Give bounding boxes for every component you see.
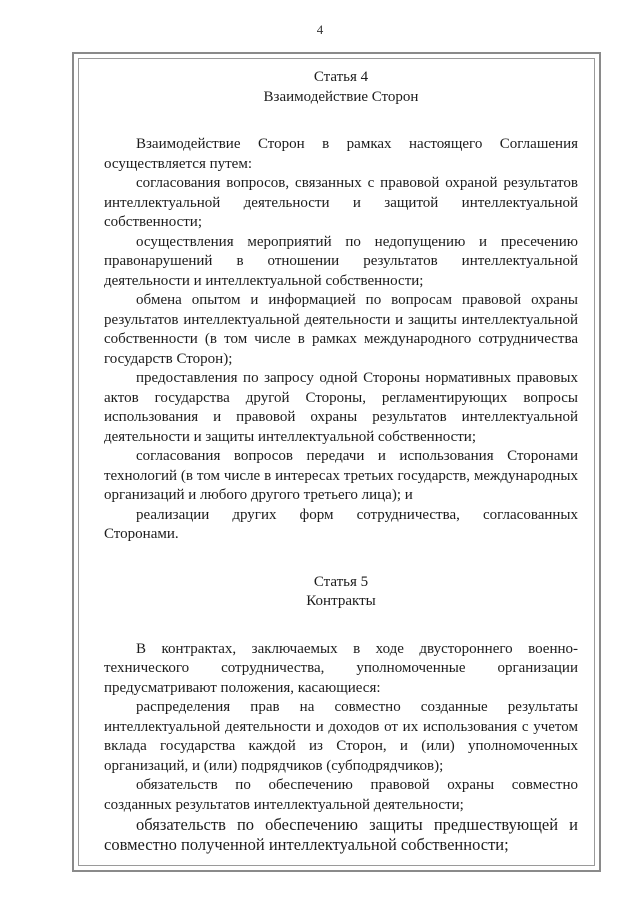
article-title: Статья 5: [313, 573, 369, 590]
paragraph: предоставления по запросу одной Стороны нормативных правовых актов государства другой Стороны, регламентирующих вопросы использования и правовой охраны результатов интеллектуальной деятельности и защиты интеллектуальной собственности;: [104, 370, 578, 445]
article-heading: [104, 573, 578, 612]
paragraph: осуществления мероприятий по недопущению и пресечению правонарушений в отношении результатов интеллектуальной деятельности и интеллектуальной собственности;: [104, 233, 578, 289]
paragraph: обмена опытом и информацией по вопросам правовой охраны результатов интеллектуальной деятельности и защиты интеллектуальной собственности (в том числе в рамках международного сотрудничества государств Сторон);: [104, 292, 578, 367]
paragraph: согласования вопросов передачи и использования Сторонами технологий (в том числе в интересах третьих государств, международных организаций и любого другого третьего лица); и: [104, 448, 578, 503]
paragraph: В контрактах, заключаемых в ходе двустороннего военно-технического сотрудничества, уполномоченные организации предусматривают положения, касающиеся:: [104, 640, 578, 696]
article-paragraphs: [104, 135, 578, 545]
page-number: 4: [316, 22, 324, 37]
article-4: [104, 68, 578, 545]
article-5: [104, 573, 578, 855]
paragraph: обязательств по обеспечению защиты предшествующей и совместно полученной интеллектуальной собственности;: [104, 815, 578, 854]
paragraph: реализации других форм сотрудничества, согласованных Сторонами.: [104, 506, 578, 542]
article-heading: [104, 68, 578, 107]
paragraph: Взаимодействие Сторон в рамках настоящего Соглашения осуществляется путем:: [104, 136, 578, 172]
paragraph: распределения прав на совместно созданные результаты интеллектуальной деятельности и доходов от их использования с учетом вклада государства каждой из Сторон, и (или) уполномоченных организаций, и (или) подрядчиков (субподрядчиков);: [104, 699, 578, 774]
paragraph: обязательств по обеспечению правовой охраны совместно созданных результатов интеллектуальной деятельности;: [104, 777, 578, 813]
article-title: Статья 4: [313, 69, 369, 85]
article-paragraphs: [104, 640, 578, 855]
article-subtitle: Взаимодействие Сторон: [263, 88, 419, 105]
article-subtitle: Контракты: [306, 593, 376, 609]
paragraph: согласования вопросов, связанных с правовой охраной результатов интеллектуальной деятельности и защитой интеллектуальной собственности;: [104, 175, 578, 230]
document-body: [104, 68, 578, 854]
